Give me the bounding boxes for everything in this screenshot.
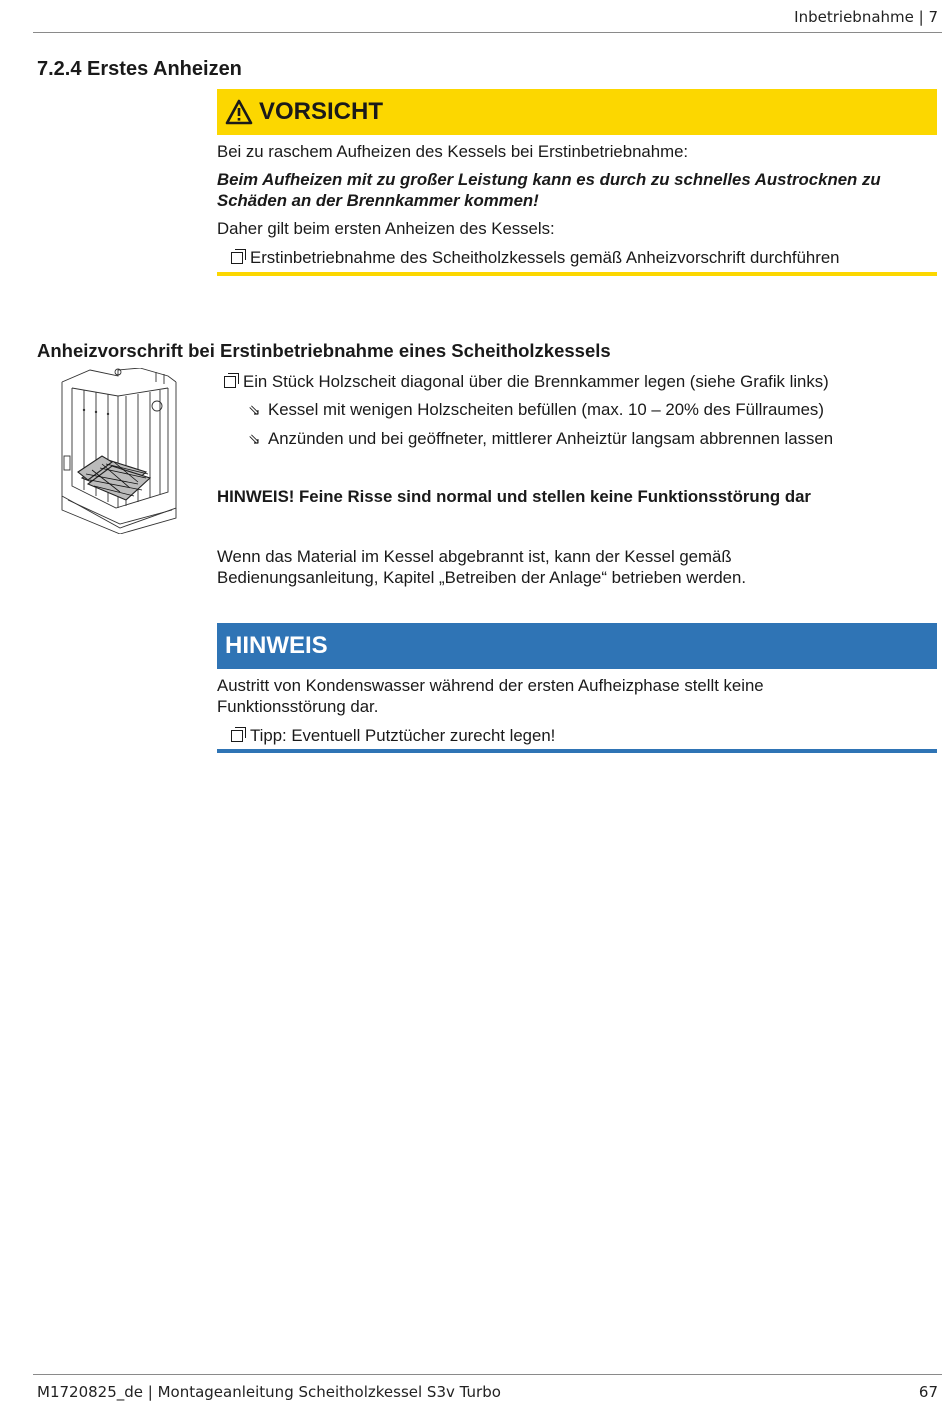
- procedure-step: [224, 371, 829, 392]
- result-arrow-icon: ⇘: [248, 402, 261, 419]
- caution-label: VORSICHT: [259, 98, 384, 125]
- procedure-result-2-text: Anzünden und bei geöffneter, mittlerer Anheiztür langsam abbrennen lassen: [268, 429, 834, 448]
- document-id: M1720825_de | Montageanleitung Scheitholzkessel S3v Turbo: [37, 1383, 501, 1401]
- caution-text: Bei zu raschem Aufheizen des Kessels bei Erstinbetriebnahme:: [217, 142, 689, 161]
- caution-emphasis-2: Schäden an der Brennkammer kommen!: [217, 191, 539, 210]
- caution-emphasis-1: Beim Aufheizen mit zu großer Leistung kann es durch zu schnelles Austrocknen zu: [217, 170, 881, 189]
- notice-bottom-rule: [217, 749, 937, 753]
- caution-banner: [217, 89, 937, 135]
- caution-action-text: Erstinbetriebnahme des Scheitholzkessels gemäß Anheizvorschrift durchführen: [250, 248, 840, 267]
- procedure-result-2: [248, 428, 833, 450]
- result-arrow-icon: ⇘: [248, 431, 261, 448]
- page-footer: [33, 1374, 942, 1401]
- notice-text-1: Austritt von Kondenswasser während der ersten Aufheizphase stellt keine: [217, 676, 764, 695]
- notice-action: [231, 725, 555, 746]
- checkbox-icon: [231, 730, 243, 742]
- procedure-step-text: Ein Stück Holzscheit diagonal über die Brennkammer legen (siehe Grafik links): [243, 372, 829, 391]
- procedure-note: HINWEIS! Feine Risse sind normal und stellen keine Funktionsstörung dar: [217, 487, 811, 506]
- notice-label: HINWEIS: [225, 632, 328, 659]
- procedure-paragraph-2: Bedienungsanleitung, Kapitel „Betreiben der Anlage“ betrieben werden.: [217, 568, 746, 587]
- procedure-paragraph-1: Wenn das Material im Kessel abgebrannt ist, kann der Kessel gemäß: [217, 547, 732, 566]
- section-title: 7.2.4 Erstes Anheizen: [37, 58, 242, 80]
- checkbox-icon: [231, 252, 243, 264]
- warning-triangle-icon: [225, 99, 253, 125]
- procedure-result-1: [248, 399, 824, 421]
- caution-action: [231, 247, 840, 268]
- notice-action-text: Tipp: Eventuell Putztücher zurecht legen!: [250, 726, 556, 745]
- page-number: 67: [918, 1383, 938, 1401]
- procedure-result-1-text: Kessel mit wenigen Holzscheiten befüllen (max. 10 – 20% des Füllraumes): [268, 400, 824, 419]
- notice-banner: [217, 623, 937, 669]
- caution-text-2: Daher gilt beim ersten Anheizen des Kessels:: [217, 219, 555, 238]
- page-header: [33, 0, 942, 33]
- caution-bottom-rule: [217, 272, 937, 276]
- checkbox-icon: [224, 376, 236, 388]
- notice-text-2: Funktionsstörung dar.: [217, 697, 379, 716]
- chapter-label: Inbetriebnahme | 7: [794, 8, 938, 26]
- boiler-firebox-illustration: [60, 368, 178, 534]
- procedure-title: Anheizvorschrift bei Erstinbetriebnahme eines Scheitholzkessels: [37, 340, 611, 361]
